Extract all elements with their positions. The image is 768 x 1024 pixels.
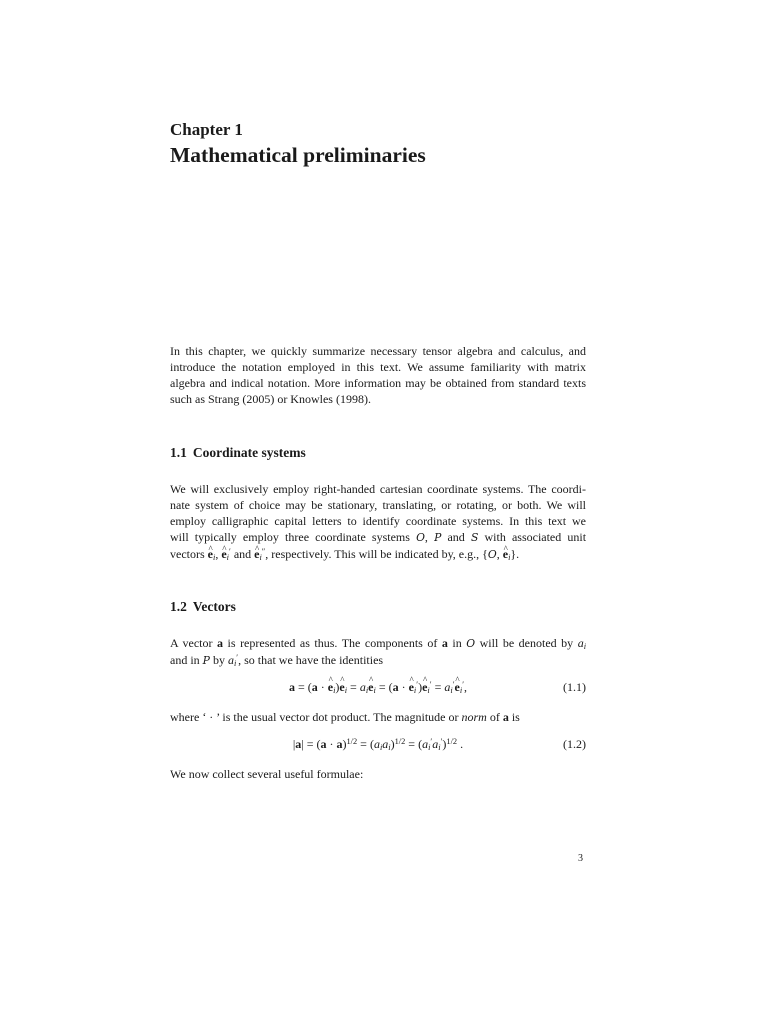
closing-line: We now collect several useful formulae: bbox=[170, 767, 364, 781]
intro-line-4: such as Strang (2005) or Knowles (1998). bbox=[170, 392, 371, 406]
coord-line-3: employ calligraphic capital letters to identify coordinate systems. In this text we bbox=[170, 514, 586, 528]
closing-paragraph bbox=[170, 766, 586, 782]
coord-line-4: will typically employ three coordinate systems O, P and S with associated unit bbox=[170, 530, 587, 544]
equation-1-2 bbox=[170, 737, 586, 757]
chapter-label: Chapter 1 bbox=[170, 120, 243, 139]
coordinate-systems-paragraph bbox=[170, 481, 586, 563]
section-title: Vectors bbox=[192, 599, 236, 614]
vectors-line-2: and in P by $a_i'$, so that we have the identities bbox=[170, 653, 384, 669]
page-number: 3 bbox=[578, 853, 583, 864]
coord-line-2: nate system of choice may be stationary, translating, or rotating, or both. We will bbox=[170, 498, 586, 512]
intro-line-3: algebra and indical notation. More information may be obtained from standard texts bbox=[170, 376, 586, 390]
vectors-paragraph bbox=[170, 635, 586, 669]
section-number: 1.2 bbox=[170, 599, 187, 614]
equation-1-1 bbox=[170, 680, 586, 700]
section-heading-1-2 bbox=[170, 599, 236, 615]
section-title: Coordinate systems bbox=[192, 445, 306, 460]
coord-line-1: We will exclusively employ right-handed cartesian coordinate systems. The coordi- bbox=[170, 482, 586, 496]
coord-line-5: vectors ^ $e_i$, ^ $e_i'$ and ^ $e_i''$, respectively. This will be indicated by, e.g., {O, ^ $e_i$}. bbox=[170, 546, 586, 563]
norm-line: where ‘ · ’ is the usual vector dot product. The magnitude or norm of a is bbox=[170, 710, 520, 724]
section-number: 1.1 bbox=[170, 445, 187, 460]
equation-body: $|a| = (a \cdot a)^{1/2} = (a_ia_i)^{1/2} = (a_i'a_i')^{1/2}$ . bbox=[292, 737, 464, 753]
vectors-line-1: A vector a is represented as thus. The components of a in O will be denoted by $a_i$ bbox=[170, 636, 587, 652]
equation-number: (1.2) bbox=[563, 737, 586, 751]
intro-line-1: In this chapter, we quickly summarize necessary tensor algebra and calculus, and bbox=[170, 344, 586, 358]
norm-paragraph bbox=[170, 709, 586, 725]
intro-line-2: introduce the notation employed in this text. We assume familiarity with matrix bbox=[170, 360, 586, 374]
intro-paragraph bbox=[170, 343, 586, 407]
chapter-title: Mathematical preliminaries bbox=[170, 143, 426, 167]
equation-number: (1.1) bbox=[563, 680, 586, 694]
equation-body: a = (a · ^ $e_i)\^{}$ $e_i$ = $a_i\^{}$ $e_i = (a$ · ^ $e_i')\^{}$ $e_i'$ = $a_i'\^{}$ $e_i'$, bbox=[170, 680, 586, 695]
section-heading-1-1 bbox=[170, 445, 306, 461]
